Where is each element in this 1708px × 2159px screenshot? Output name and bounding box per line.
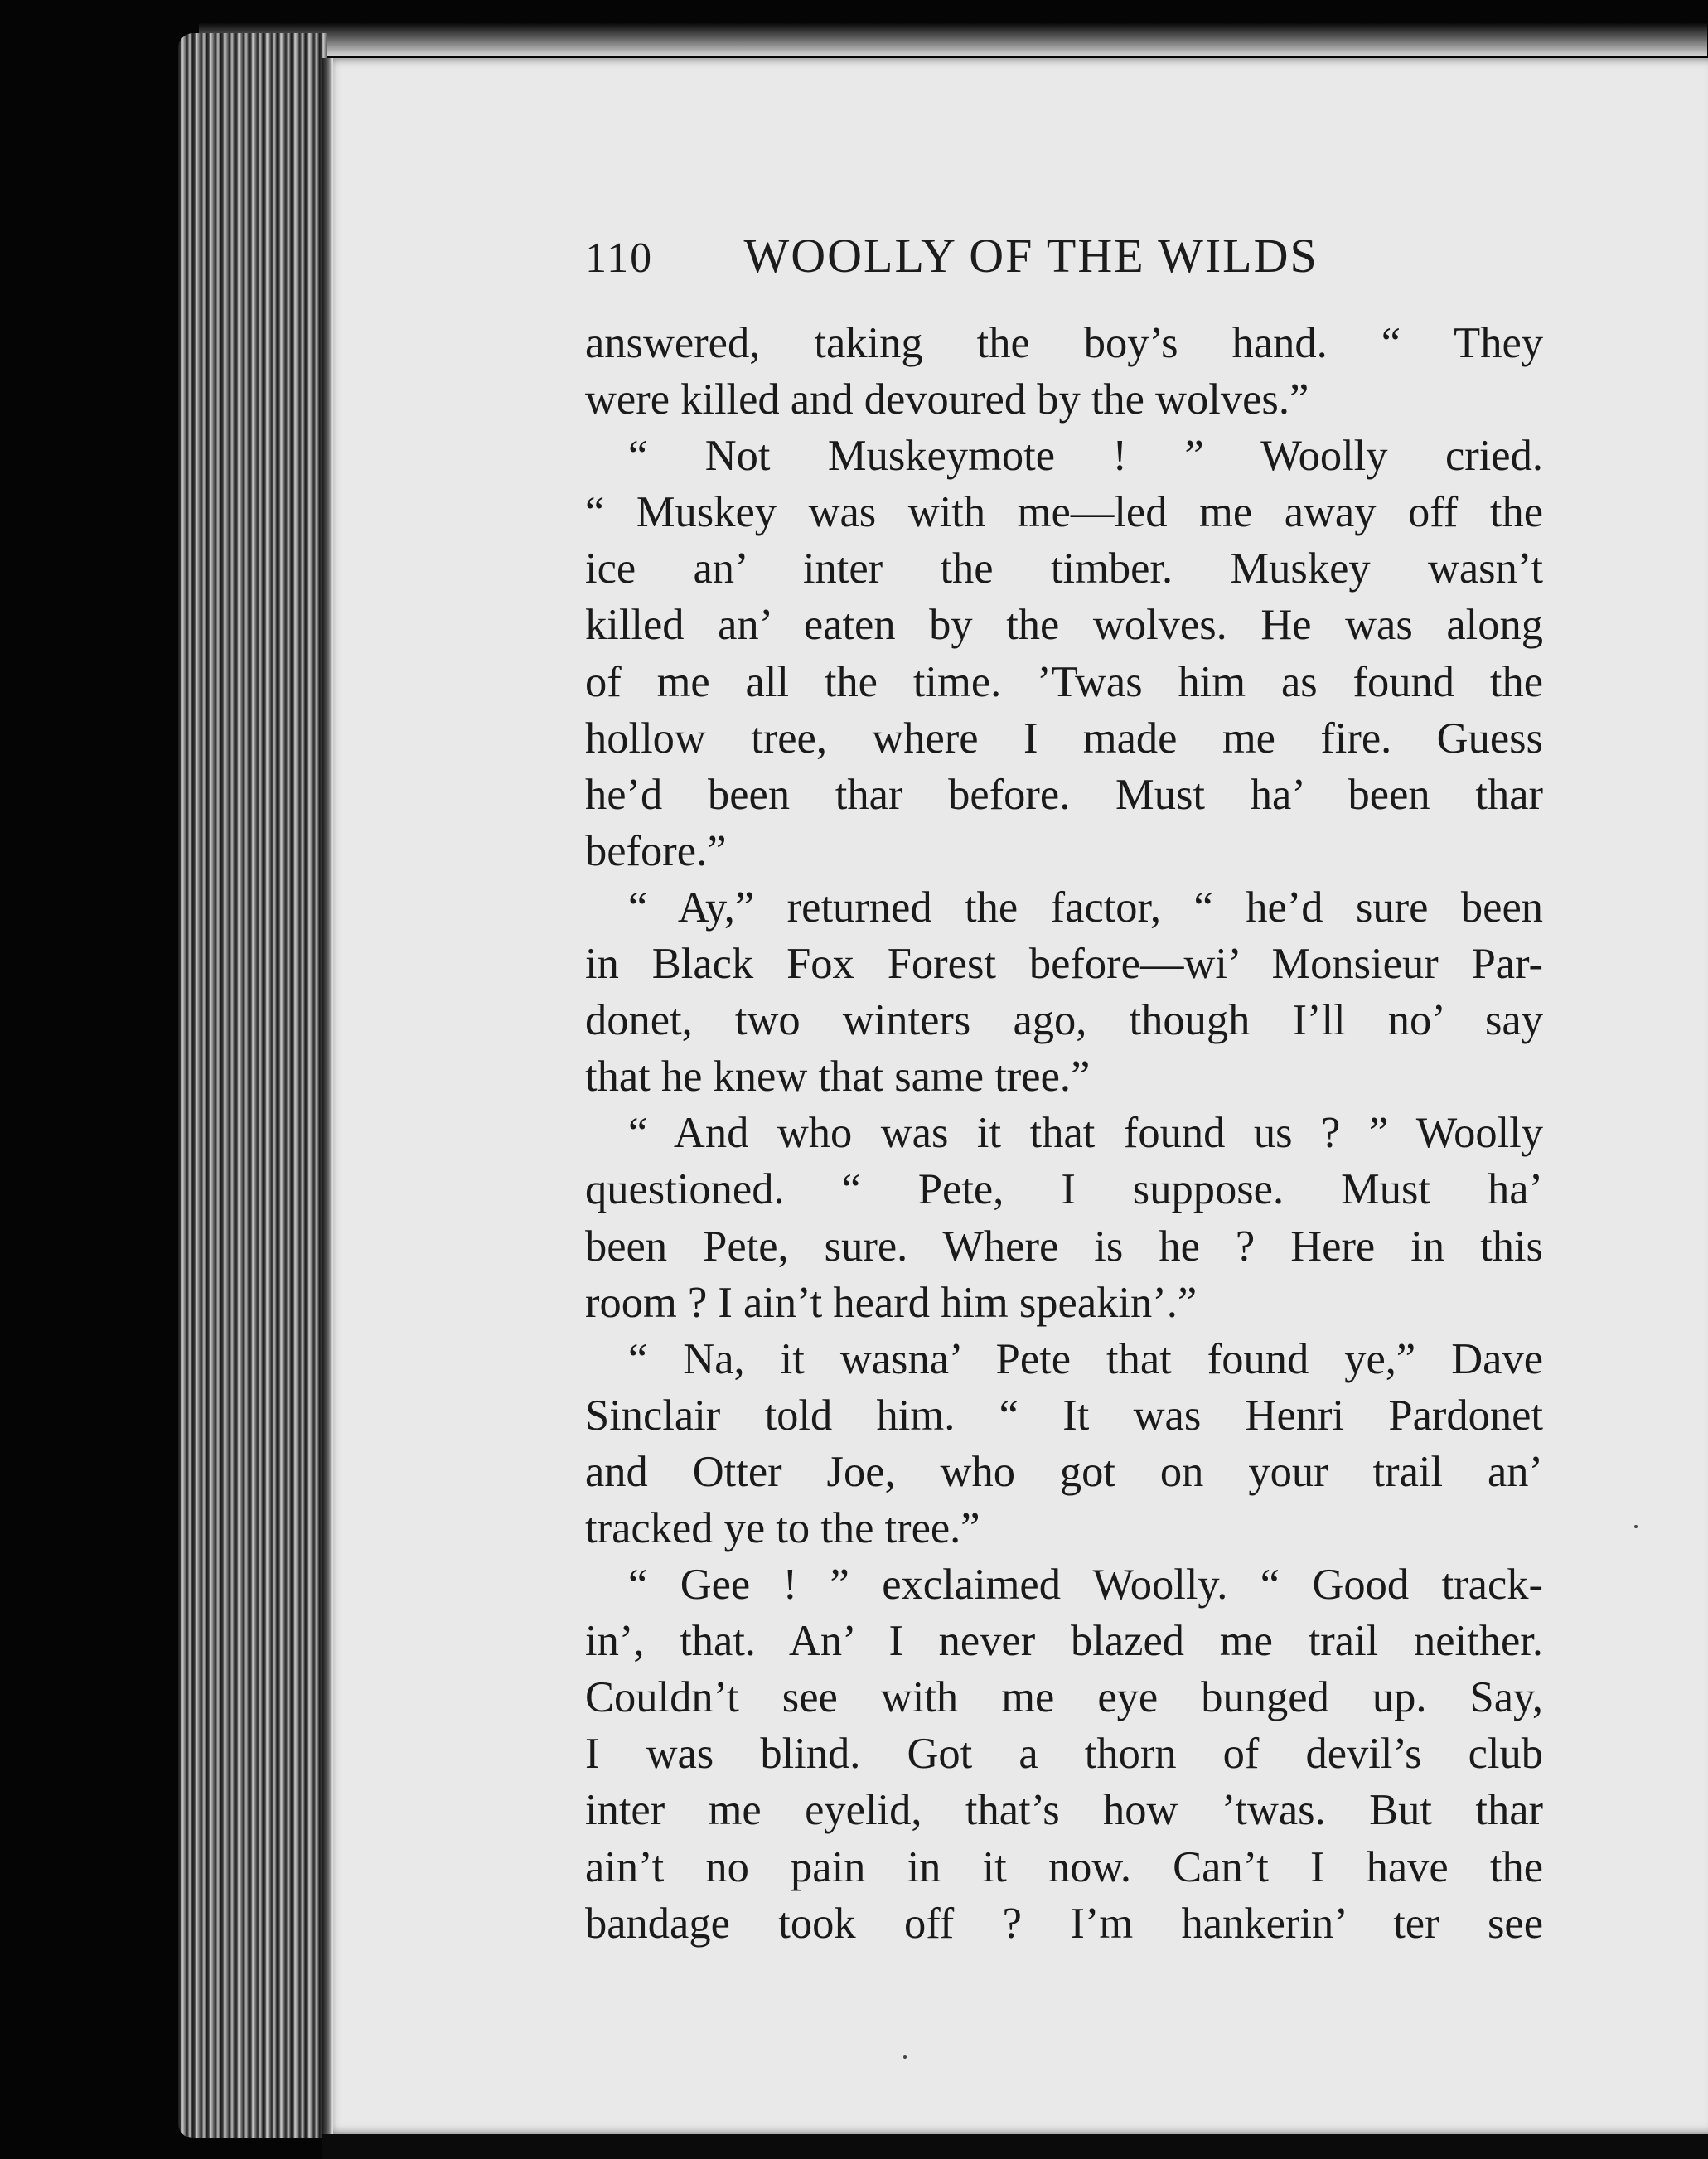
text-line: “ Not Muskeymote ! ” Woolly cried. xyxy=(628,432,1543,481)
text-line: ain’t no pain in it now. Can’t I have the xyxy=(585,1842,1543,1891)
text-line: questioned. “ Pete, I suppose. Must ha’ xyxy=(585,1165,1543,1214)
running-title: WOOLLY OF THE WILDS xyxy=(743,229,1318,283)
text-line: in Black Fox Forest before—wi’ Monsieur Par- xyxy=(585,940,1543,989)
text-line: ice an’ inter the timber. Muskey wasn’t xyxy=(585,545,1543,593)
text-line: were killed and devoured by the wolves.” xyxy=(585,375,1309,424)
dust-speck xyxy=(1634,1525,1638,1528)
body-text xyxy=(585,315,1543,1952)
text-line: of me all the time. ’Twas him as found the xyxy=(585,657,1543,706)
text-line: he’d been thar before. Must ha’ been thar xyxy=(585,770,1543,819)
text-line: killed an’ eaten by the wolves. He was along xyxy=(585,601,1543,650)
text-line: tracked ye to the tree.” xyxy=(585,1503,980,1552)
text-line: that he knew that same tree.” xyxy=(585,1053,1091,1101)
dust-speck xyxy=(903,2055,907,2059)
text-line: Couldn’t see with me eye bunged up. Say, xyxy=(585,1673,1543,1722)
text-line: in’, that. An’ I never blazed me trail neither. xyxy=(585,1617,1543,1666)
text-line: been Pete, sure. Where is he ? Here in this xyxy=(585,1222,1543,1271)
running-head xyxy=(585,228,1397,286)
text-line: “ Gee ! ” exclaimed Woolly. “ Good track- xyxy=(628,1561,1543,1610)
text-line: room ? I ain’t heard him speakin’.” xyxy=(585,1278,1198,1327)
text-line: hollow tree, where I made me fire. Guess xyxy=(585,714,1543,762)
text-line: “ Ay,” returned the factor, “ he’d sure been xyxy=(628,883,1543,932)
page-gutter-shadow xyxy=(322,58,333,2134)
book-top-edge xyxy=(199,23,1707,56)
text-line: “ Na, it wasna’ Pete that found ye,” Dave xyxy=(628,1334,1543,1383)
text-line: and Otter Joe, who got on your trail an’ xyxy=(585,1447,1543,1496)
text-line: donet, two winters ago, though I’ll no’ say xyxy=(585,996,1543,1045)
text-line: inter me eyelid, that’s how ’twas. But thar xyxy=(585,1786,1543,1835)
scan-bottom-edge xyxy=(322,2134,1708,2159)
book-fore-edge xyxy=(178,33,327,2138)
text-line: I was blind. Got a thorn of devil’s club xyxy=(585,1730,1543,1779)
text-line: before.” xyxy=(585,826,727,875)
page-number: 110 xyxy=(585,235,654,282)
text-line: “ And who was it that found us ? ” Woolly xyxy=(628,1109,1543,1158)
text-line: “ Muskey was with me—led me away off the xyxy=(585,488,1543,537)
text-line: answered, taking the boy’s hand. “ They xyxy=(585,319,1543,367)
text-line: Sinclair told him. “ It was Henri Pardonet xyxy=(585,1391,1543,1440)
text-line: bandage took off ? I’m hankerin’ ter see xyxy=(585,1899,1543,1948)
